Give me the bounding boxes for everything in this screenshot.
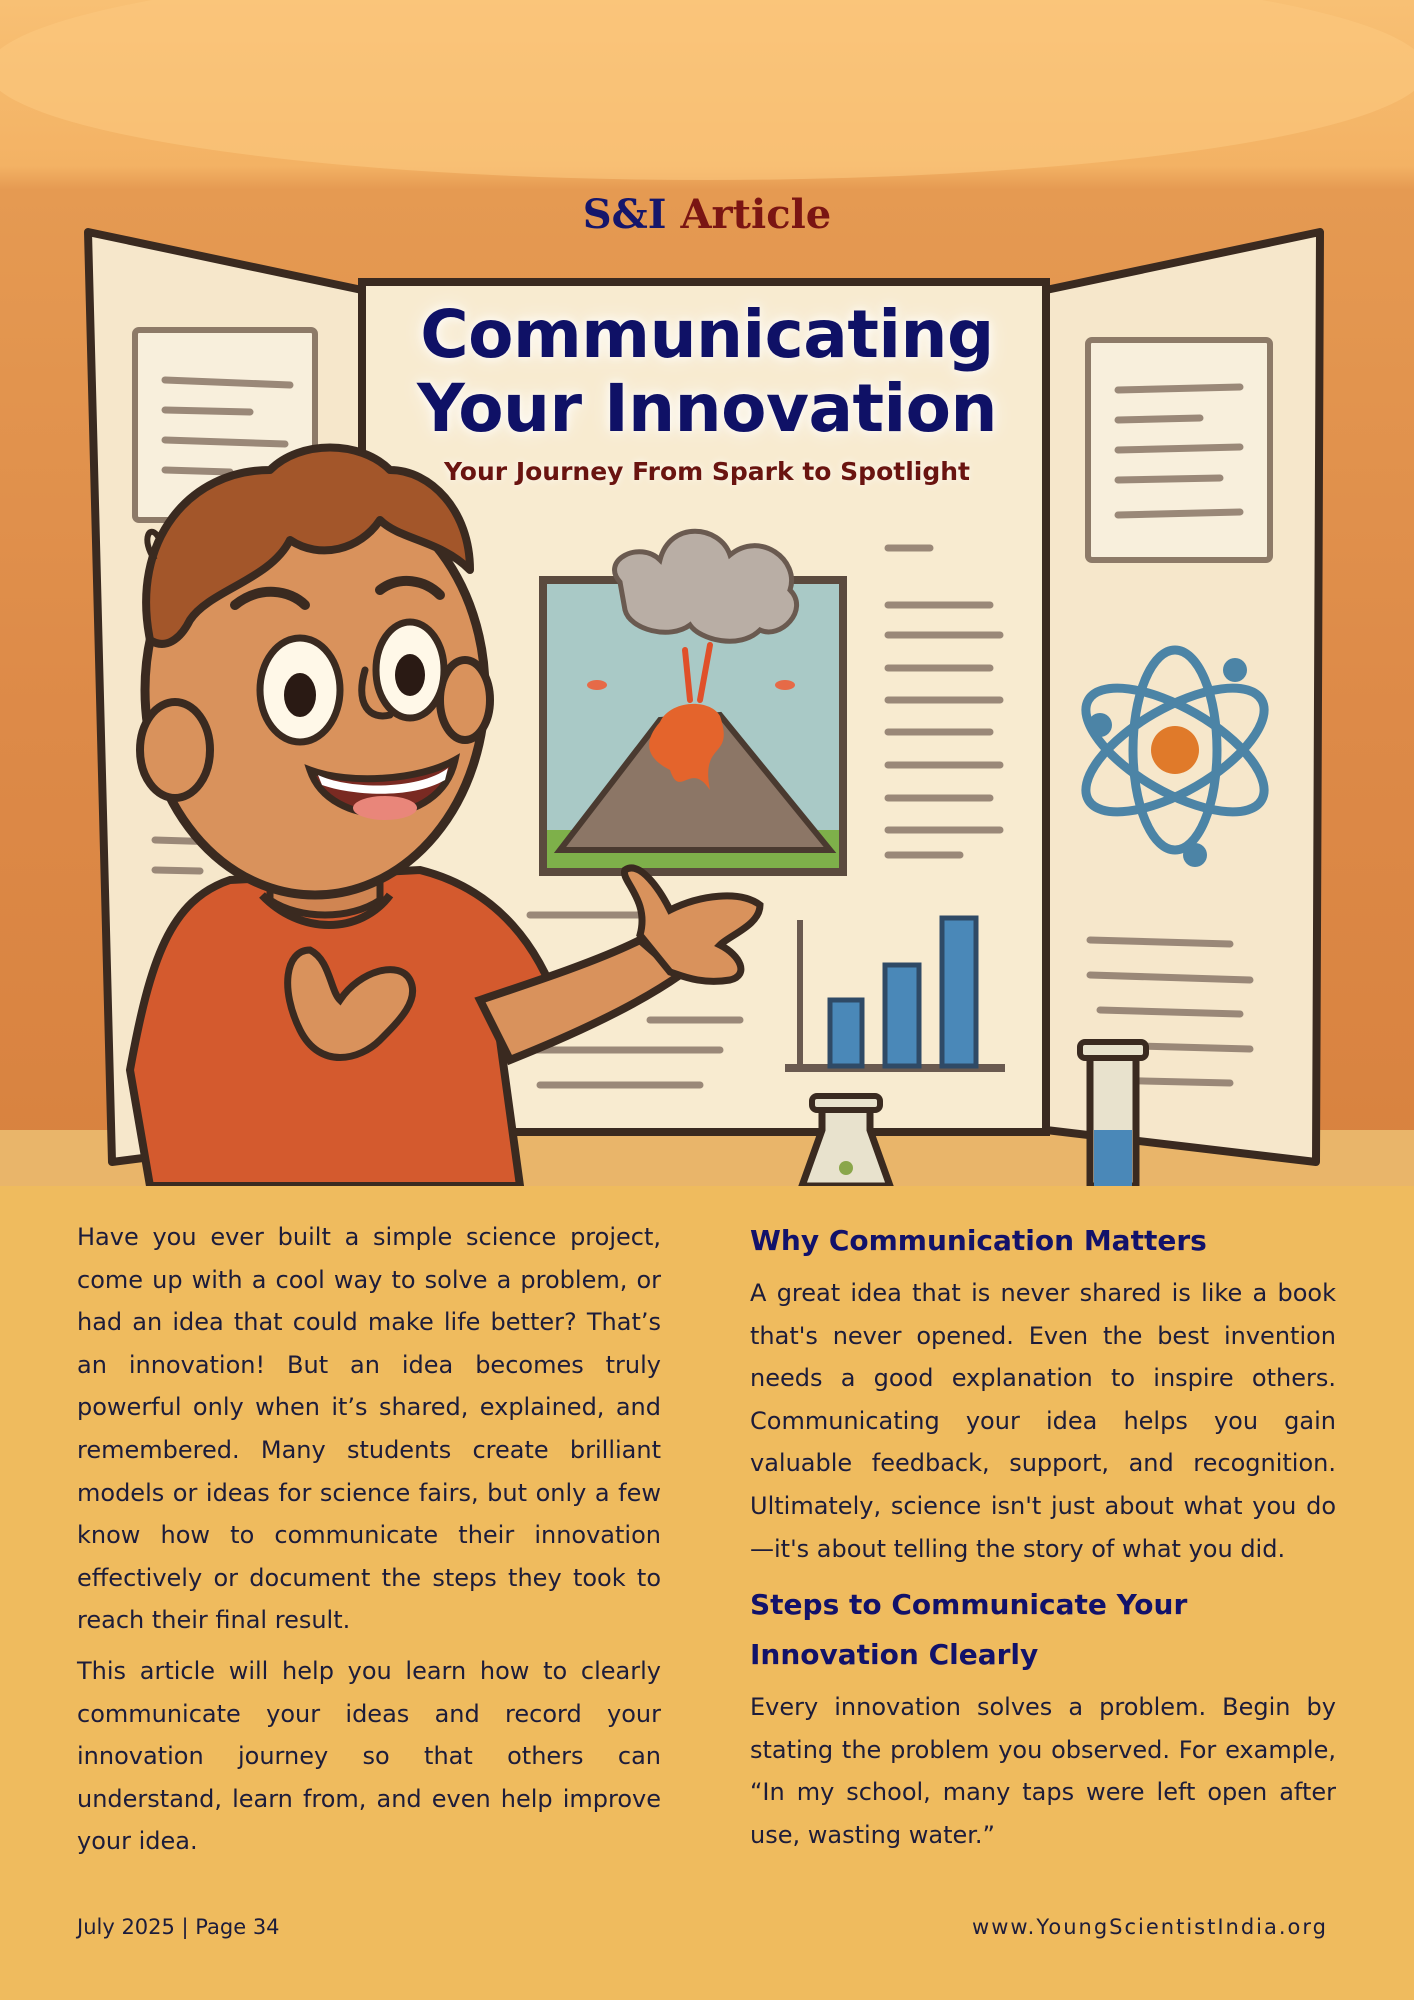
right-column [750,1216,1336,1867]
intro-paragraph-2: This article will help you learn how to clearly communicate your ideas and record your innovation journey so that others can understand, learn from, and even help improve your idea. [77,1656,661,1856]
left-column [77,1216,661,1871]
kicker-si: S&I [582,191,667,238]
volcano-picture [543,531,843,872]
test-tube-illustration [1080,1042,1146,1186]
footer-date-page: July 2025 | Page 34 [77,1915,280,1939]
intro-paragraph-1: Have you ever built a simple science project, come up with a cool way to solve a problem, or had an idea that could make life better? That’s an innovation! But an idea becomes truly powerful only when it’s shared, explained, and remembered. Many students create brilliant models or ideas for science fairs, but only a few know how to communicate their innovation effectively or document the steps they took to reach their final result. [77,1223,661,1635]
kicker-article: Article [680,191,832,238]
section-heading-why-communication: Why Communication Matters [750,1224,1207,1257]
article-title [307,298,1107,446]
section-heading-steps: Steps to Communicate Your Innovation Clearly [750,1588,1188,1672]
section2-paragraph: Every innovation solves a problem. Begin by stating the problem you observed. For example, “In my school, many taps were left open after use, wasting water.” [750,1693,1336,1849]
title-line-1: Communicating [420,296,994,373]
title-line-2: Your Innovation [416,370,998,447]
section1-paragraph: A great idea that is never shared is like a book that's never opened. Even the best invention needs a good explanation to inspire others. Communicating your idea helps you gain valuable feedback, support, and recognition. Ultimately, science isn't just about what you do—it's about telling the story of what you did. [750,1279,1336,1563]
footer-website-link[interactable]: www.YoungScientistIndia.org [972,1915,1328,1939]
article-kicker [0,190,1414,240]
flask-illustration [802,1096,890,1186]
article-subtitle: Your Journey From Spark to Spotlight [444,457,970,486]
